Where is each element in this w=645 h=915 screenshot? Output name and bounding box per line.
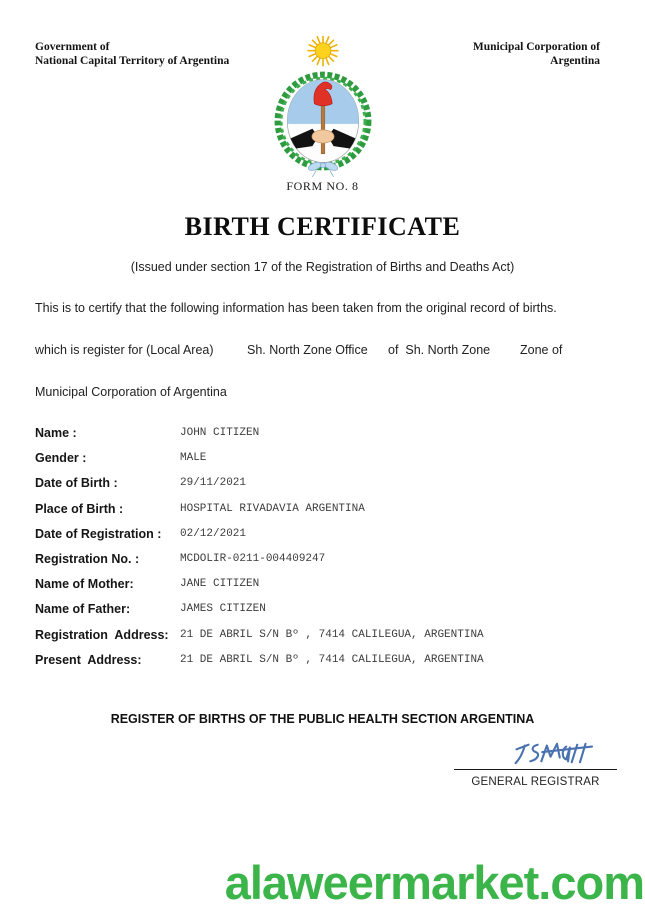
signature-block xyxy=(454,738,617,788)
field-value: 21 DE ABRIL S/N Bº , 7414 CALILEGUA, ARGENTINA xyxy=(180,653,484,666)
field-place-of-birth xyxy=(35,502,625,527)
field-label: Date of Registration : xyxy=(35,526,162,541)
zone-of-value: of Sh. North Zone xyxy=(388,343,491,357)
field-label: Present Address: xyxy=(35,652,142,667)
document-title: BIRTH CERTIFICATE xyxy=(184,212,461,241)
field-gender xyxy=(35,451,625,476)
municipal-corporation-line1: Municipal Corporation of xyxy=(472,41,600,53)
issuing-government xyxy=(35,41,229,68)
field-value: JOHN CITIZEN xyxy=(180,427,260,439)
registrar-signature-icon xyxy=(511,738,603,768)
form-number: FORM NO. 8 xyxy=(286,179,359,193)
zone-line-prefix: which is register for (Local Area) xyxy=(35,343,214,357)
field-present-address xyxy=(35,653,625,678)
field-registration-no xyxy=(35,552,625,577)
zone-office-value: Sh. North Zone Office xyxy=(247,343,368,357)
field-label: Name : xyxy=(35,426,77,440)
field-label: Place of Birth : xyxy=(35,501,124,516)
field-label: Gender : xyxy=(35,451,87,466)
field-label: Name of Father: xyxy=(35,602,131,617)
municipal-corporation xyxy=(473,41,600,68)
zone-of-label: Zone of xyxy=(520,343,563,357)
municipal-corporation-line2: Argentina xyxy=(550,54,600,67)
field-value: JAMES CITIZEN xyxy=(180,603,266,616)
document-subtitle: (Issued under section 17 of the Registration of Births and Deaths Act) xyxy=(130,260,515,274)
field-label: Name of Mother: xyxy=(35,577,134,592)
field-name xyxy=(35,426,625,451)
field-name-of-mother xyxy=(35,577,625,602)
field-value: HOSPITAL RIVADAVIA ARGENTINA xyxy=(180,502,365,515)
field-date-of-birth xyxy=(35,476,625,501)
field-value: MCDOLIR-0211-004409247 xyxy=(180,552,326,565)
liberty-pole xyxy=(321,102,325,154)
registration-zone-line xyxy=(35,343,625,359)
field-label: Date of Birth : xyxy=(35,476,118,491)
field-value: JANE CITIZEN xyxy=(180,578,260,591)
field-value: MALE xyxy=(180,452,207,465)
field-value: 29/11/2021 xyxy=(180,477,247,490)
watermark-text: alaweermarket.com xyxy=(224,856,644,909)
certification-statement: This is to certify that the following information has been taken from the original record of births. xyxy=(35,301,557,315)
register-of-births-line: REGISTER OF BIRTHS OF THE PUBLIC HEALTH SECTION ARGENTINA xyxy=(110,712,535,726)
registrar-title: GENERAL REGISTRAR xyxy=(471,776,600,788)
clasped-hands xyxy=(311,130,333,143)
field-label: Registration Address: xyxy=(35,627,169,642)
signature-line xyxy=(454,769,617,770)
certificate-fields xyxy=(35,426,625,678)
field-name-of-father xyxy=(35,602,625,627)
field-value: 02/12/2021 xyxy=(180,527,247,540)
registration-zone-line2: Municipal Corporation of Argentina xyxy=(35,385,227,399)
field-label: Registration No. : xyxy=(35,551,140,566)
argentina-coat-of-arms-icon xyxy=(270,36,376,181)
issuing-government-line2: National Capital Territory of Argentina xyxy=(35,54,230,67)
issuing-government-line1: Government of xyxy=(35,41,110,53)
field-date-of-registration xyxy=(35,527,625,552)
field-value: 21 DE ABRIL S/N Bº , 7414 CALILEGUA, ARGENTINA xyxy=(180,628,484,641)
field-registration-address xyxy=(35,628,625,653)
